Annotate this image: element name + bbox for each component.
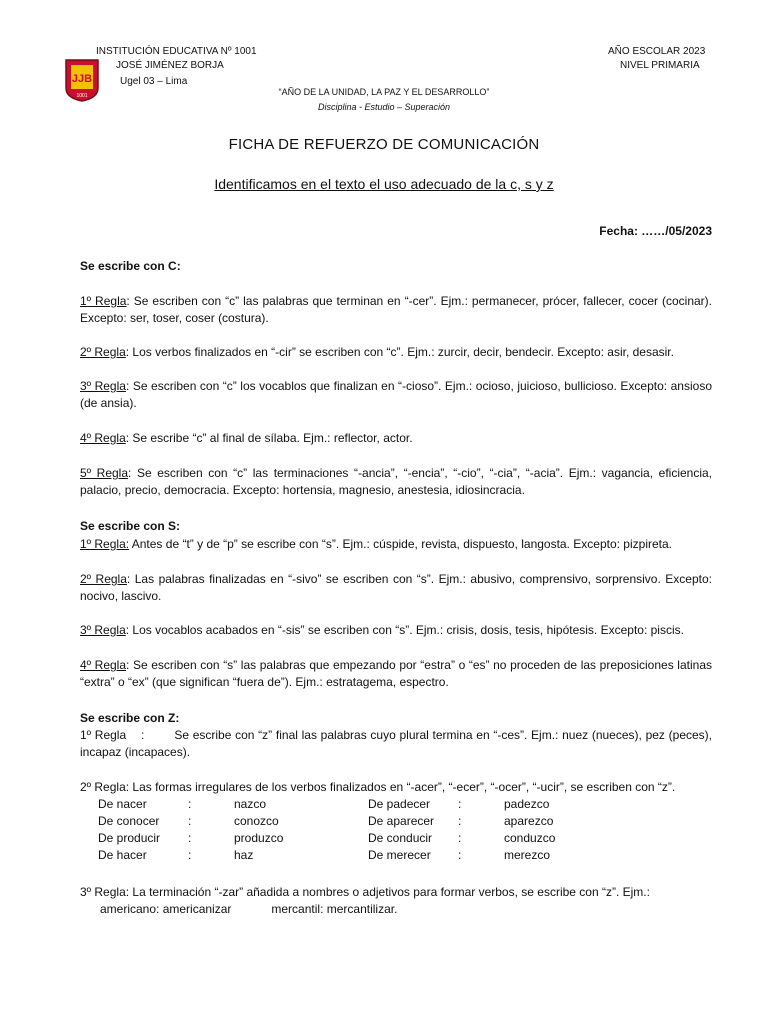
rule-z-3: 3º Regla: La terminación “-zar” añadida a nombres o adjetivos para formar verbos, se escribe con “z”. Ejm.: bbox=[80, 885, 650, 899]
rule-label: 2º Regla bbox=[80, 345, 126, 359]
rule-label: 3º Regla bbox=[80, 623, 126, 637]
rule-s-4 bbox=[80, 657, 712, 691]
rule-label: 1º Regla : bbox=[80, 728, 145, 742]
example-1: americano: americanizar bbox=[100, 902, 232, 916]
year-motto: “AÑO DE LA UNIDAD, LA PAZ Y EL DESARROLLO” bbox=[278, 87, 490, 97]
verb-form: conozco bbox=[234, 814, 279, 828]
school-ugel: Ugel 03 – Lima bbox=[120, 76, 188, 87]
rule-c-3 bbox=[80, 378, 712, 412]
page-title: FICHA DE REFUERZO DE COMUNICACIÓN bbox=[228, 136, 540, 153]
svg-text:1001: 1001 bbox=[76, 93, 88, 99]
conjugation-row bbox=[98, 848, 604, 865]
verb-name: De nacer bbox=[98, 797, 147, 811]
school-level: NIVEL PRIMARIA bbox=[620, 60, 700, 71]
verb-name: De conducir bbox=[368, 831, 433, 845]
conjugation-row bbox=[98, 831, 604, 848]
rule-c-5 bbox=[80, 465, 712, 499]
colon-separator: : bbox=[188, 814, 192, 828]
school-name: INSTITUCIÓN EDUCATIVA Nº 1001 bbox=[96, 46, 257, 57]
verb-name: De hacer bbox=[98, 848, 147, 862]
rule-z-1 bbox=[80, 727, 712, 761]
rule-label: 2º Regla bbox=[80, 572, 127, 586]
rule-text: : Se escribe “c” al final de sílaba. Ejm.: reflector, actor. bbox=[125, 431, 413, 445]
rule-c-2 bbox=[80, 344, 712, 361]
colon-separator: : bbox=[458, 848, 462, 862]
rule-label: 1º Regla: bbox=[80, 537, 130, 551]
colon-separator: : bbox=[458, 814, 462, 828]
rule-text: : Los vocablos acabados en “-sis” se escriben con “s”. Ejm.: crisis, dosis, tesis, hipótesis. Excepto: piscis. bbox=[125, 623, 684, 637]
rule-z-2: 2º Regla: Las formas irregulares de los verbos finalizados en “-acer”, “-ecer”, “-ocer”, “-ucir”, se escriben con “z”. bbox=[80, 780, 676, 794]
rule-s-3 bbox=[80, 622, 712, 639]
school-year: AÑO ESCOLAR 2023 bbox=[608, 46, 706, 57]
colon-separator: : bbox=[188, 848, 192, 862]
rule-label: 4º Regla bbox=[80, 658, 127, 672]
rule-z-3-examples bbox=[100, 901, 732, 918]
verb-name: De aparecer bbox=[368, 814, 435, 828]
example-2: mercantil: mercantilizar. bbox=[271, 902, 398, 916]
rule-text: : Se escriben con “c” las terminaciones “-ancia”, “-encia”, “-cio”, “-cia”, “-acia”. Ejm.: vagancia, eficiencia, palacio, precio, democracia. Excepto: hortensia, magnesio, anestesia, idiosincracia. bbox=[80, 466, 713, 497]
verb-name: De producir bbox=[98, 831, 161, 845]
svg-text:JJB: JJB bbox=[71, 73, 93, 85]
conjugation-table bbox=[98, 797, 604, 865]
verb-form: aparezco bbox=[504, 814, 554, 828]
colon-separator: : bbox=[188, 797, 192, 811]
school-patron: JOSÉ JIMÉNEZ BORJA bbox=[116, 60, 224, 71]
date-field: Fecha: ……/05/2023 bbox=[599, 224, 712, 238]
rule-label: 4º Regla bbox=[80, 431, 126, 445]
rule-text: : Se escriben con “c” las palabras que terminan en “-cer”. Ejm.: permanecer, prócer, fallecer, cocer (cocinar). Excepto: ser, toser, coser (costura). bbox=[80, 294, 713, 325]
section-c-heading: Se escribe con C: bbox=[80, 259, 181, 273]
verb-form: haz bbox=[234, 848, 254, 862]
rule-c-1 bbox=[80, 293, 712, 327]
rule-text: Antes de “t” y de “p” se escribe con “s”. Ejm.: cúspide, revista, dispuesto, langosta. Excepto: pizpireta. bbox=[129, 537, 672, 551]
conjugation-row bbox=[98, 797, 604, 814]
rule-text: Se escribe con “z” final las palabras cuyo plural termina en “-ces”. Ejm.: nuez (nueces), pez (peces), incapaz (incapaces). bbox=[80, 728, 712, 759]
verb-form: padezco bbox=[504, 797, 550, 811]
verb-form: nazco bbox=[234, 797, 267, 811]
rule-text: : Se escriben con “s” las palabras que empezando por “estra” o “es” no proceden de las preposiciones latinas “extra” o “ex” (que significan “fuera de”). Ejm.: estratagema, espectro. bbox=[80, 658, 712, 689]
rule-s-2 bbox=[80, 571, 712, 605]
page-subtitle: Identificamos en el texto el uso adecuado de la c, s y z bbox=[214, 176, 554, 192]
rule-label: 1º Regla bbox=[80, 294, 127, 308]
verb-form: conduzco bbox=[504, 831, 556, 845]
colon-separator: : bbox=[458, 831, 462, 845]
section-s-heading: Se escribe con S: bbox=[80, 519, 181, 533]
section-z-heading: Se escribe con Z: bbox=[80, 711, 180, 725]
rule-label: 5º Regla bbox=[80, 466, 129, 480]
verb-name: De merecer bbox=[368, 848, 431, 862]
verb-form: produzco bbox=[234, 831, 284, 845]
school-values: Disciplina - Estudio – Superación bbox=[317, 102, 451, 112]
verb-name: De conocer bbox=[98, 814, 160, 828]
rule-text: : Las palabras finalizadas en “-sivo” se escriben con “s”. Ejm.: abusivo, comprensivo, sorprensivo. Excepto: nocivo, lascivo. bbox=[80, 572, 712, 603]
rule-text: : Se escriben con “c” los vocablos que finalizan en “-cioso”. Ejm.: ocioso, juicioso, bullicioso. Excepto: ansioso (de ansia). bbox=[80, 379, 712, 410]
rule-s-1 bbox=[80, 536, 712, 553]
rule-text: : Los verbos finalizados en “-cir” se escriben con “c”. Ejm.: zurcir, decir, bendecir. Excepto: asir, desasir. bbox=[125, 345, 674, 359]
rule-label: 3º Regla bbox=[80, 379, 126, 393]
colon-separator: : bbox=[188, 831, 192, 845]
rule-c-4 bbox=[80, 430, 712, 447]
verb-form: merezco bbox=[504, 848, 551, 862]
conjugation-row bbox=[98, 814, 604, 831]
colon-separator: : bbox=[458, 797, 462, 811]
verb-name: De padecer bbox=[368, 797, 431, 811]
